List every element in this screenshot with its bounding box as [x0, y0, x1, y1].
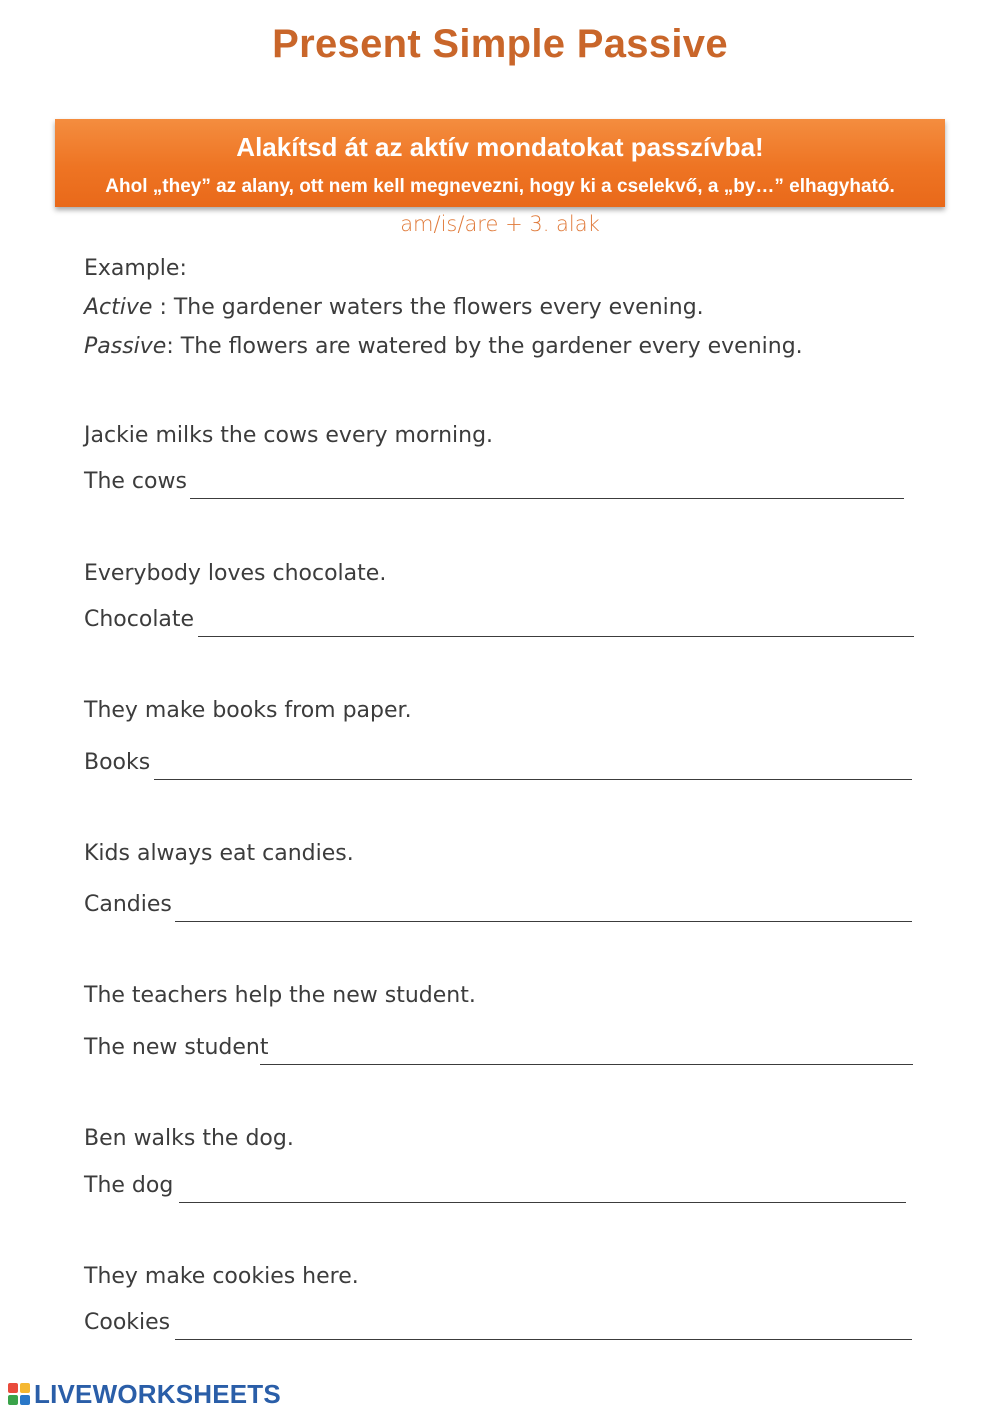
instruction-banner — [55, 119, 945, 207]
answer-blank[interactable] — [260, 1064, 913, 1065]
answer-lead: Cookies — [84, 1310, 171, 1335]
exercise-sentence: Ben walks the dog. — [84, 1126, 294, 1151]
exercise-sentence: Everybody loves chocolate. — [84, 561, 387, 586]
brand-name: LIVEWORKSHEETS — [34, 1378, 281, 1409]
answer-row — [84, 892, 912, 922]
exercise-sentence: The teachers help the new student. — [84, 983, 476, 1008]
answer-row — [84, 607, 914, 637]
answer-row — [84, 1035, 913, 1065]
active-label: Active — [84, 295, 153, 320]
answer-blank[interactable] — [175, 921, 912, 922]
answer-row — [84, 1173, 906, 1203]
exercise-sentence: Kids always eat candies. — [84, 841, 354, 866]
page-title: Present Simple Passive — [272, 22, 728, 66]
example-label: Example: — [84, 256, 187, 281]
example-passive — [84, 334, 803, 359]
answer-blank[interactable] — [198, 636, 914, 637]
passive-label: Passive — [84, 334, 167, 359]
answer-row — [84, 469, 904, 499]
answer-blank[interactable] — [190, 498, 904, 499]
answer-row — [84, 1310, 912, 1340]
exercise-sentence: Jackie milks the cows every morning. — [84, 423, 494, 448]
answer-lead: Candies — [84, 892, 172, 917]
instruction-heading: Alakítsd át az aktív mondatokat passzívba! — [236, 132, 764, 162]
example-active — [84, 295, 704, 320]
exercise-sentence: They make cookies here. — [84, 1264, 359, 1289]
liveworksheets-logo-icon — [8, 1383, 30, 1405]
instruction-note: Ahol „they” az alany, ott nem kell megnevezni, hogy ki a cselekvő, a „by…” elhagyható. — [105, 176, 895, 197]
answer-blank[interactable] — [179, 1202, 906, 1203]
answer-blank[interactable] — [154, 779, 912, 780]
brand-logo[interactable] — [8, 1380, 281, 1408]
active-sentence: : The gardener waters the flowers every evening. — [152, 295, 704, 320]
answer-blank[interactable] — [175, 1339, 912, 1340]
formula-hint: am/is/are + 3. alak — [400, 212, 600, 236]
passive-sentence: : The flowers are watered by the gardener every evening. — [166, 334, 803, 359]
answer-lead: Books — [84, 750, 151, 775]
exercise-sentence: They make books from paper. — [84, 698, 412, 723]
answer-lead: The new student — [84, 1035, 269, 1060]
answer-row — [84, 750, 912, 780]
answer-lead: Chocolate — [84, 607, 195, 632]
answer-lead: The cows — [84, 469, 187, 494]
answer-lead: The dog — [84, 1173, 174, 1198]
